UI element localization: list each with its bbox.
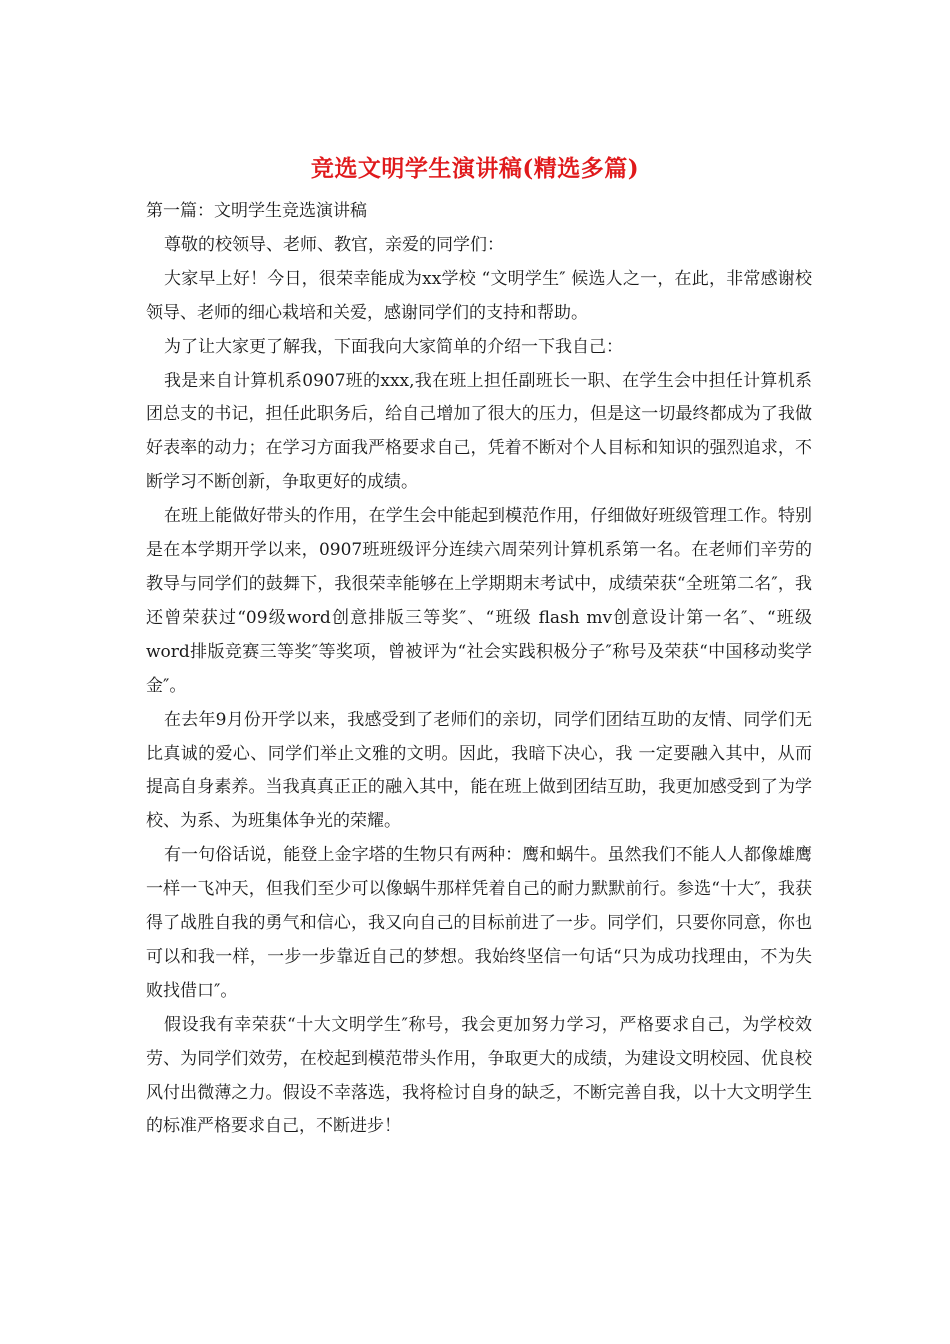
paragraph-pledge: 假设我有幸荣获“十大文明学生″称号，我会更加努力学习，严格要求自己，为学校效劳、为同学们效劳，在校起到模范带头作用，争取更大的成绩，为建设文明校园、优良校风付出微薄之力。假设不幸落选，我将检讨自身的缺乏，不断完善自我，以十大文明学生的标准严格要求自己，不断进步！ <box>146 1014 812 1137</box>
paragraph-proverb: 有一句俗话说，能登上金字塔的生物只有两种：鹰和蜗牛。虽然我们不能人人都像雄鹰一样一飞冲天，但我们至少可以像蜗牛那样凭着自己的耐力默默前行。参选“十大″，我获得了战胜自我的勇气和信心，我又向自己的目标前进了一步。同学们，只要你同意，你也可以和我一样，一步一步靠近自己的梦想。我始终坚信一句话“只为成功找理由，不为失败找借口″。 <box>146 845 812 1001</box>
paragraph-background: 我是来自计算机系0907班的xxx,我在班上担任副班长一职、在学生会中担任计算机系团总支的书记，担任此职务后，给自己增加了很大的压力，但是这一切最终都成为了我做好表率的动力；在学习方面我严格要求自己，凭着不断对个人目标和知识的强烈追求，不断学习不断创新，争取更好的成绩。 <box>146 370 812 493</box>
paragraph-experience: 在去年9月份开学以来，我感受到了老师们的亲切，同学们团结互助的友情、同学们无比真诚的爱心、同学们举止文雅的文明。因此，我暗下决心，我 一定要融入其中，从而提高自身素养。当我真真正正的融入其中，能在班上做到团结互助，我更加感受到了为学校、为系、为班集体争光的荣耀。 <box>146 709 812 832</box>
section-heading: 第一篇：文明学生竞选演讲稿 <box>146 201 367 221</box>
paragraph-salutation: 尊敬的校领导、老师、教官，亲爱的同学们： <box>164 234 504 255</box>
document-body <box>146 195 812 1144</box>
paragraph-intro: 为了让大家更了解我，下面我向大家简单的介绍一下我自己： <box>164 336 623 357</box>
paragraph-achievements: 在班上能做好带头的作用，在学生会中能起到模范作用，仔细做好班级管理工作。特别是在本学期开学以来，0907班班级评分连续六周荣列计算机系第一名。在老师们辛劳的教导与同学们的鼓舞下，我很荣幸能够在上学期期末考试中，成绩荣获“全班第二名″，我还曾荣获过“09级word创意排版三等奖″、“班级 flash mv创意设计第一名″、“班级 word排版竞赛三等奖″等奖项，曾被评为“社会实践积极分子″称号及荣获“中国移动奖学金″。 <box>146 506 812 696</box>
paragraph-greeting: 大家早上好！今日，很荣幸能成为xx学校 “文明学生″ 候选人之一，在此，非常感谢校领导、老师的细心栽培和关爱，感谢同学们的支持和帮助。 <box>146 268 812 323</box>
document-title: 竞选文明学生演讲稿(精选多篇) <box>310 155 640 182</box>
